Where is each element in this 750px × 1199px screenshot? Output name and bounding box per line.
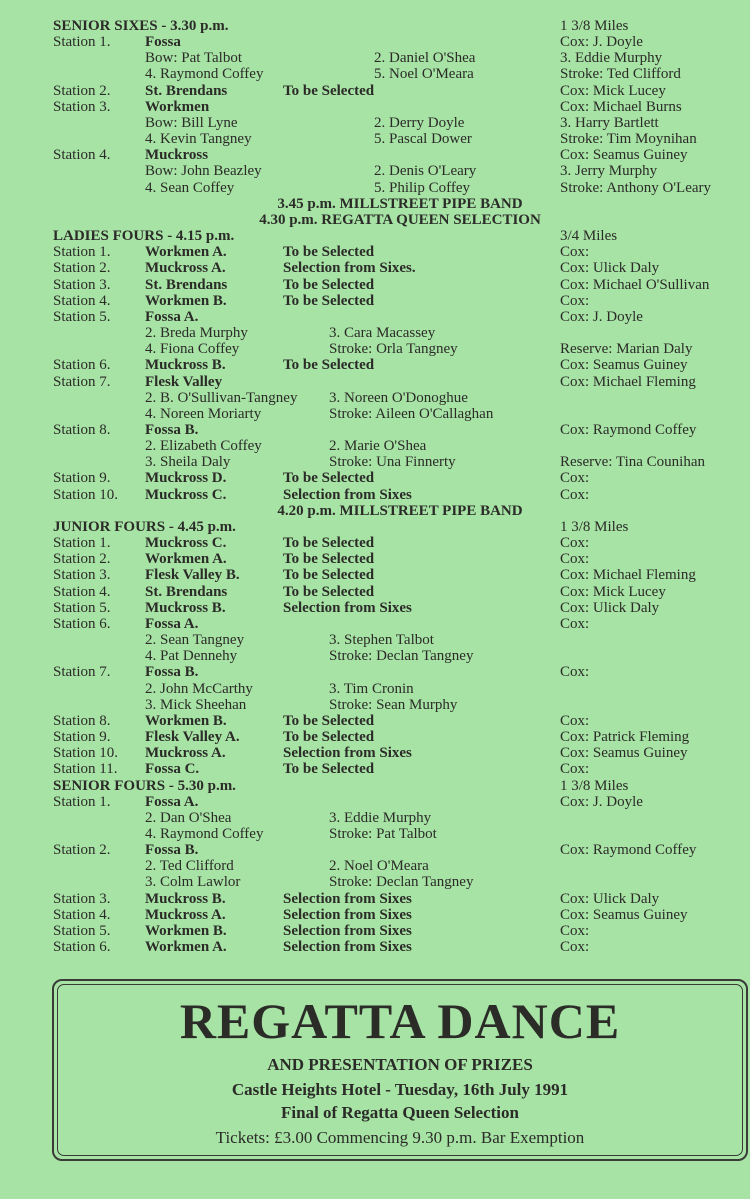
cox-or-distance: Cox: J. Doyle bbox=[560, 34, 643, 51]
crew-member: Stroke: Pat Talbot bbox=[329, 826, 437, 842]
station-row bbox=[0, 277, 750, 293]
cox-or-distance: 3. Harry Bartlett bbox=[560, 114, 659, 131]
cox-or-distance: Cox: Seamus Guiney bbox=[560, 147, 688, 164]
cox-or-distance: Cox: bbox=[560, 664, 590, 681]
station-row bbox=[0, 600, 750, 616]
station-label: Station 6. bbox=[53, 615, 111, 632]
crew-member: 4. Raymond Coffey bbox=[145, 66, 264, 83]
cox-or-distance: Cox: Seamus Guiney bbox=[560, 745, 688, 762]
station-label: Station 3. bbox=[53, 890, 111, 907]
station-label: Station 9. bbox=[53, 470, 111, 487]
station-label: Station 3. bbox=[53, 276, 111, 293]
crew-member: 4. Kevin Tangney bbox=[145, 131, 252, 148]
station-label: Station 2. bbox=[53, 551, 111, 568]
station-label: Station 6. bbox=[53, 939, 111, 956]
team-name: Muckross B. bbox=[145, 890, 226, 907]
crew-member: Stroke: Una Finnerty bbox=[329, 454, 456, 471]
race-heading bbox=[0, 519, 750, 535]
crew-member: 2. Denis O'Leary bbox=[374, 163, 477, 180]
race-title: SENIOR FOURS - 5.30 p.m. bbox=[53, 777, 236, 794]
dance-tickets: Tickets: £3.00 Commencing 9.30 p.m. Bar Exemption bbox=[215, 1128, 585, 1147]
team-name: Fossa A. bbox=[145, 793, 199, 810]
team-name: Workmen A. bbox=[145, 939, 227, 956]
race-heading bbox=[0, 18, 750, 34]
team-name: Muckross B. bbox=[145, 599, 226, 616]
station-row bbox=[0, 551, 750, 567]
station-row bbox=[0, 745, 750, 761]
dance-subtitle: AND PRESENTATION OF PRIZES bbox=[267, 1055, 533, 1074]
station-row bbox=[0, 309, 750, 325]
crew-member: 2. John McCarthy bbox=[145, 680, 253, 697]
crew-row bbox=[0, 454, 750, 470]
selection-status: To be Selected bbox=[283, 729, 375, 746]
cox-or-distance: 1 3/8 Miles bbox=[560, 18, 629, 34]
selection-status: To be Selected bbox=[283, 292, 375, 309]
crew-member: 4. Noreen Moriarty bbox=[145, 405, 262, 422]
regatta-dance-box bbox=[52, 979, 748, 1161]
team-name: Fossa B. bbox=[145, 422, 199, 438]
station-row bbox=[0, 729, 750, 745]
selection-status: Selection from Sixes bbox=[283, 906, 412, 923]
team-name: Muckross A. bbox=[145, 906, 226, 923]
crew-row bbox=[0, 325, 750, 341]
team-name: St. Brendans bbox=[145, 82, 228, 99]
station-row bbox=[0, 891, 750, 907]
team-name: Fossa B. bbox=[145, 842, 199, 859]
station-label: Station 1. bbox=[53, 244, 111, 261]
team-name: Workmen B. bbox=[145, 292, 227, 309]
station-row bbox=[0, 357, 750, 373]
cox-or-distance: Cox: Raymond Coffey bbox=[560, 842, 697, 859]
station-label: Station 9. bbox=[53, 729, 111, 746]
crew-member: 2. Sean Tangney bbox=[145, 632, 245, 649]
selection-status: To be Selected bbox=[283, 82, 375, 99]
team-name: Muckross A. bbox=[145, 260, 226, 277]
station-label: Station 4. bbox=[53, 583, 111, 600]
station-row bbox=[0, 293, 750, 309]
crew-member: 2. Derry Doyle bbox=[374, 114, 465, 131]
cox-or-distance: Cox: bbox=[560, 615, 590, 632]
crew-member: 4. Pat Dennehy bbox=[145, 648, 238, 665]
team-name: St. Brendans bbox=[145, 276, 228, 293]
crew-row bbox=[0, 648, 750, 664]
announcement-text: 4.30 p.m. REGATTA QUEEN SELECTION bbox=[259, 211, 541, 228]
event-announcement bbox=[0, 212, 750, 228]
station-label: Station 2. bbox=[53, 260, 111, 277]
crew-member: 3. Colm Lawlor bbox=[145, 874, 241, 891]
crew-row bbox=[0, 826, 750, 842]
crew-row bbox=[0, 858, 750, 874]
crew-member: Bow: Bill Lyne bbox=[145, 114, 238, 131]
crew-row bbox=[0, 50, 750, 66]
cox-or-distance: Reserve: Marian Daly bbox=[560, 341, 693, 358]
team-name: Workmen B. bbox=[145, 922, 227, 939]
selection-status: Selection from Sixes bbox=[283, 599, 412, 616]
cox-or-distance: 3. Jerry Murphy bbox=[560, 163, 658, 180]
selection-status: To be Selected bbox=[283, 357, 375, 374]
selection-status: To be Selected bbox=[283, 567, 375, 584]
race-heading bbox=[0, 228, 750, 244]
team-name: Workmen A. bbox=[145, 244, 227, 261]
crew-member: 5. Philip Coffey bbox=[374, 179, 470, 196]
crew-member: 3. Cara Macassey bbox=[329, 325, 436, 342]
cox-or-distance: Cox: Michael Fleming bbox=[560, 373, 696, 390]
crew-row bbox=[0, 115, 750, 131]
cox-or-distance: Cox: Patrick Fleming bbox=[560, 729, 690, 746]
cox-or-distance: Stroke: Ted Clifford bbox=[560, 66, 681, 83]
station-row bbox=[0, 939, 750, 955]
crew-row bbox=[0, 66, 750, 82]
crew-member: 2. Daniel O'Shea bbox=[374, 50, 476, 67]
crew-row bbox=[0, 632, 750, 648]
cox-or-distance: 3. Eddie Murphy bbox=[560, 50, 663, 67]
cox-or-distance: Cox: Seamus Guiney bbox=[560, 906, 688, 923]
crew-member: 2. Ted Clifford bbox=[145, 858, 234, 875]
cox-or-distance: Cox: bbox=[560, 712, 590, 729]
crew-member: 5. Noel O'Meara bbox=[374, 66, 474, 83]
cox-or-distance: Cox: Michael O'Sullivan bbox=[560, 276, 710, 293]
station-label: Station 7. bbox=[53, 664, 111, 681]
crew-member: 3. Stephen Talbot bbox=[329, 632, 434, 649]
crew-member: Stroke: Declan Tangney bbox=[329, 648, 474, 665]
crew-member: Stroke: Declan Tangney bbox=[329, 874, 474, 891]
crew-member: 2. Elizabeth Coffey bbox=[145, 438, 262, 455]
team-name: Fossa bbox=[145, 34, 181, 51]
crew-member: Stroke: Orla Tangney bbox=[329, 341, 458, 358]
cox-or-distance: Cox: Ulick Daly bbox=[560, 890, 660, 907]
selection-status: To be Selected bbox=[283, 761, 375, 778]
dance-final: Final of Regatta Queen Selection bbox=[281, 1103, 519, 1122]
crew-member: 4. Raymond Coffey bbox=[145, 826, 264, 842]
crew-member: 3. Sheila Daly bbox=[145, 454, 231, 471]
crew-member: Stroke: Sean Murphy bbox=[329, 696, 458, 713]
crew-member: 3. Eddie Murphy bbox=[329, 809, 432, 826]
dance-venue-date: Castle Heights Hotel - Tuesday, 16th July 1991 bbox=[231, 1080, 569, 1099]
team-name: Workmen bbox=[145, 98, 210, 115]
crew-member: 3. Noreen O'Donoghue bbox=[329, 389, 468, 406]
team-name: Workmen A. bbox=[145, 551, 227, 568]
cox-or-distance: 1 3/8 Miles bbox=[560, 518, 629, 535]
station-label: Station 8. bbox=[53, 712, 111, 729]
team-name: Flesk Valley A. bbox=[145, 729, 240, 746]
dance-title: REGATTA DANCE bbox=[179, 993, 621, 1049]
cox-or-distance: Stroke: Anthony O'Leary bbox=[560, 179, 712, 196]
crew-member: 2. B. O'Sullivan-Tangney bbox=[145, 389, 298, 406]
crew-row bbox=[0, 163, 750, 179]
station-row bbox=[0, 664, 750, 680]
crew-row bbox=[0, 390, 750, 406]
team-name: St. Brendans bbox=[145, 583, 228, 600]
team-name: Flesk Valley bbox=[145, 373, 223, 390]
crew-row bbox=[0, 874, 750, 890]
team-name: Muckross B. bbox=[145, 357, 226, 374]
crew-row bbox=[0, 681, 750, 697]
crew-member: 2. Noel O'Meara bbox=[329, 858, 429, 875]
station-row bbox=[0, 567, 750, 583]
crew-row bbox=[0, 438, 750, 454]
team-name: Muckross C. bbox=[145, 535, 227, 552]
race-title: SENIOR SIXES - 3.30 p.m. bbox=[53, 18, 229, 34]
selection-status: Selection from Sixes bbox=[283, 939, 412, 956]
team-name: Fossa B. bbox=[145, 664, 199, 681]
selection-status: Selection from Sixes bbox=[283, 486, 412, 503]
station-label: Station 1. bbox=[53, 535, 111, 552]
station-label: Station 8. bbox=[53, 422, 111, 438]
station-row bbox=[0, 761, 750, 777]
team-name: Fossa A. bbox=[145, 308, 199, 325]
cox-or-distance: Stroke: Tim Moynihan bbox=[560, 131, 697, 148]
selection-status: To be Selected bbox=[283, 244, 375, 261]
cox-or-distance: Cox: bbox=[560, 535, 590, 552]
crew-member: 4. Fiona Coffey bbox=[145, 341, 240, 358]
station-label: Station 2. bbox=[53, 82, 111, 99]
station-row bbox=[0, 99, 750, 115]
station-row bbox=[0, 260, 750, 276]
cox-or-distance: Cox: Mick Lucey bbox=[560, 583, 666, 600]
crew-row bbox=[0, 810, 750, 826]
station-label: Station 1. bbox=[53, 793, 111, 810]
crew-member: Stroke: Aileen O'Callaghan bbox=[329, 405, 494, 422]
cox-or-distance: 3/4 Miles bbox=[560, 228, 618, 245]
station-label: Station 1. bbox=[53, 34, 111, 51]
event-announcement bbox=[0, 196, 750, 212]
cox-or-distance: Cox: Michael Burns bbox=[560, 98, 682, 115]
station-row bbox=[0, 907, 750, 923]
station-label: Station 7. bbox=[53, 373, 111, 390]
cox-or-distance: Cox: Mick Lucey bbox=[560, 82, 666, 99]
station-label: Station 10. bbox=[53, 486, 119, 503]
race-heading bbox=[0, 778, 750, 794]
selection-status: To be Selected bbox=[283, 276, 375, 293]
cox-or-distance: Cox: Raymond Coffey bbox=[560, 422, 697, 438]
cox-or-distance: Cox: Seamus Guiney bbox=[560, 357, 688, 374]
station-row bbox=[0, 535, 750, 551]
selection-status: Selection from Sixes bbox=[283, 922, 412, 939]
cox-or-distance: Cox: bbox=[560, 292, 590, 309]
station-label: Station 4. bbox=[53, 292, 111, 309]
team-name: Muckross D. bbox=[145, 470, 227, 487]
station-row bbox=[0, 923, 750, 939]
crew-member: 2. Dan O'Shea bbox=[145, 809, 232, 826]
cox-or-distance: Cox: bbox=[560, 486, 590, 503]
cox-or-distance: Cox: Ulick Daly bbox=[560, 599, 660, 616]
team-name: Muckross A. bbox=[145, 745, 226, 762]
event-announcement bbox=[0, 503, 750, 519]
cox-or-distance: Cox: bbox=[560, 939, 590, 956]
crew-member: Bow: Pat Talbot bbox=[145, 50, 243, 67]
crew-row bbox=[0, 697, 750, 713]
station-row bbox=[0, 244, 750, 260]
station-label: Station 3. bbox=[53, 98, 111, 115]
station-label: Station 5. bbox=[53, 599, 111, 616]
cox-or-distance: Reserve: Tina Counihan bbox=[560, 454, 705, 471]
station-row bbox=[0, 794, 750, 810]
cox-or-distance: Cox: J. Doyle bbox=[560, 308, 643, 325]
crew-member: 2. Breda Murphy bbox=[145, 325, 248, 342]
station-row bbox=[0, 616, 750, 632]
crew-row bbox=[0, 131, 750, 147]
selection-status: To be Selected bbox=[283, 535, 375, 552]
selection-status: To be Selected bbox=[283, 583, 375, 600]
cox-or-distance: 1 3/8 Miles bbox=[560, 777, 629, 794]
crew-member: Bow: John Beazley bbox=[145, 163, 262, 180]
crew-member: 3. Mick Sheehan bbox=[145, 696, 247, 713]
station-label: Station 2. bbox=[53, 842, 111, 859]
station-row bbox=[0, 83, 750, 99]
station-row bbox=[0, 34, 750, 50]
station-label: Station 3. bbox=[53, 567, 111, 584]
crew-row bbox=[0, 406, 750, 422]
team-name: Fossa A. bbox=[145, 615, 199, 632]
cox-or-distance: Cox: Michael Fleming bbox=[560, 567, 696, 584]
team-name: Muckross C. bbox=[145, 486, 227, 503]
team-name: Fossa C. bbox=[145, 761, 200, 778]
selection-status: Selection from Sixes bbox=[283, 890, 412, 907]
announcement-text: 4.20 p.m. MILLSTREET PIPE BAND bbox=[277, 502, 523, 519]
selection-status: To be Selected bbox=[283, 470, 375, 487]
crew-member: 3. Tim Cronin bbox=[329, 680, 414, 697]
station-label: Station 11. bbox=[53, 761, 118, 778]
announcement-text: 3.45 p.m. MILLSTREET PIPE BAND bbox=[277, 195, 523, 212]
crew-row bbox=[0, 180, 750, 196]
station-row bbox=[0, 842, 750, 858]
station-row bbox=[0, 470, 750, 486]
station-row bbox=[0, 584, 750, 600]
station-label: Station 10. bbox=[53, 745, 119, 762]
crew-row bbox=[0, 341, 750, 357]
selection-status: To be Selected bbox=[283, 712, 375, 729]
station-row bbox=[0, 374, 750, 390]
crew-member: 5. Pascal Dower bbox=[374, 131, 472, 148]
cox-or-distance: Cox: Ulick Daly bbox=[560, 260, 660, 277]
selection-status: Selection from Sixes. bbox=[283, 260, 416, 277]
race-title: LADIES FOURS - 4.15 p.m. bbox=[53, 228, 235, 245]
station-row bbox=[0, 713, 750, 729]
cox-or-distance: Cox: J. Doyle bbox=[560, 793, 643, 810]
cox-or-distance: Cox: bbox=[560, 244, 590, 261]
team-name: Workmen B. bbox=[145, 712, 227, 729]
crew-member: 2. Marie O'Shea bbox=[329, 438, 427, 455]
cox-or-distance: Cox: bbox=[560, 761, 590, 778]
cox-or-distance: Cox: bbox=[560, 551, 590, 568]
station-label: Station 4. bbox=[53, 147, 111, 164]
station-row bbox=[0, 422, 750, 438]
station-label: Station 6. bbox=[53, 357, 111, 374]
cox-or-distance: Cox: bbox=[560, 922, 590, 939]
station-label: Station 4. bbox=[53, 906, 111, 923]
team-name: Flesk Valley B. bbox=[145, 567, 240, 584]
station-row bbox=[0, 487, 750, 503]
team-name: Muckross bbox=[145, 147, 209, 164]
selection-status: Selection from Sixes bbox=[283, 745, 412, 762]
station-label: Station 5. bbox=[53, 922, 111, 939]
station-row bbox=[0, 147, 750, 163]
crew-member: 4. Sean Coffey bbox=[145, 179, 235, 196]
cox-or-distance: Cox: bbox=[560, 470, 590, 487]
station-label: Station 5. bbox=[53, 308, 111, 325]
selection-status: To be Selected bbox=[283, 551, 375, 568]
race-title: JUNIOR FOURS - 4.45 p.m. bbox=[53, 518, 236, 535]
